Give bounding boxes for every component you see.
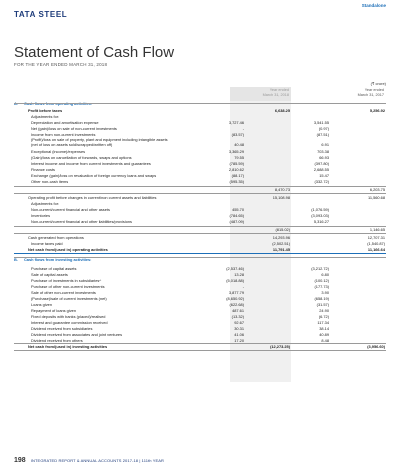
divider-rule [14, 193, 386, 194]
row-label: Adjustments for: [31, 201, 60, 206]
row-label: Purchase of capital assets [31, 266, 77, 271]
cell-c1: (785.59) [229, 161, 244, 166]
cell-c2: 6,638.25 [274, 108, 290, 113]
cell-c3: (87.51) [316, 132, 329, 137]
row-label: Non-current/current financial and other liabilities/provisions [31, 219, 132, 224]
cell-c1: (2,537.46) [226, 266, 244, 271]
row-label: Interest income and income from current investments and guarantees [31, 161, 151, 166]
cell-c3: 38.14 [319, 326, 329, 331]
row-label: Loans given [31, 302, 52, 307]
cell-c3: 3,541.55 [313, 120, 329, 125]
row-label: Dividend received from subsidiaries [31, 326, 93, 331]
cell-c2: 14,293.96 [272, 235, 290, 240]
row-label: Depreciation and amortisation expense [31, 120, 99, 125]
row-label: Purchase of investments in subsidiaries^ [31, 278, 102, 283]
divider-rule [14, 343, 386, 344]
row-label: Adjustments for: [31, 114, 60, 119]
cell-c3: (397.80) [314, 161, 329, 166]
cell-c3: 40.89 [319, 332, 329, 337]
section-tag[interactable]: Standalone [361, 3, 386, 8]
cell-c4: 5,256.92 [369, 108, 385, 113]
divider-rule [14, 186, 386, 187]
row-label: Cash flows from operating activities: [24, 101, 93, 106]
row-label: Non-current/current financial and other assets [31, 207, 110, 212]
cell-c3: 6.80 [321, 272, 329, 277]
row-label: Repayment of loans given [31, 308, 76, 313]
section-header-row [14, 101, 386, 107]
cell-c3: 15.47 [319, 173, 329, 178]
cell-c1: 455.70 [232, 207, 244, 212]
cell-c3: (100.12) [314, 278, 329, 283]
cell-c1: (622.68) [229, 302, 244, 307]
row-label: (Gain)/loss on cancellation of forwards, swaps and options [31, 155, 132, 160]
cell-c3: (658.19) [314, 296, 329, 301]
cell-c1: 30.31 [234, 326, 244, 331]
divider-rule [14, 103, 386, 104]
cell-c4: 12,707.31 [367, 235, 385, 240]
cell-c3: 6.91 [321, 142, 329, 147]
cell-c1: 2,810.62 [228, 167, 244, 172]
row-label: Sale of capital assets [31, 272, 68, 277]
brand-logo: TATA STEEL [14, 10, 68, 19]
cell-c1: - [242, 284, 244, 289]
table-row [14, 219, 386, 225]
cell-c2: (12,273.25) [270, 344, 290, 349]
cell-c3: 66.93 [319, 155, 329, 160]
row-label: Dividend received from associates and joint ventures [31, 332, 123, 337]
cell-c1: (595.35) [229, 179, 244, 184]
cell-c1: (8,650.92) [226, 296, 244, 301]
section-letter: A. [14, 101, 18, 106]
cell-c1: (13.32) [231, 314, 244, 319]
page-subtitle: FOR THE YEAR ENDED MARCH 31, 2018 [14, 62, 108, 67]
row-label: Operating profit before changes in current/non current assets and liabilities [28, 195, 157, 200]
cell-c3: (3,212.72) [311, 266, 329, 271]
page-title: Statement of Cash Flow [14, 44, 175, 61]
cell-c4: 11,166.64 [367, 247, 385, 252]
page-footer [14, 457, 164, 464]
cell-c2: 15,108.98 [272, 195, 290, 200]
previous-year-line1: Year ended [364, 88, 384, 92]
cell-c1: - [242, 126, 244, 131]
cell-c1: 79.55 [234, 155, 244, 160]
cell-c1: (5,018.88) [226, 278, 244, 283]
cell-c1: (487.09) [229, 219, 244, 224]
table-row [14, 138, 386, 148]
cell-c3: (6.72) [318, 314, 329, 319]
previous-year-line2: March 31, 2017 [357, 93, 384, 97]
divider-rule [14, 350, 386, 351]
row-label: Cash generated from operations [28, 235, 84, 240]
row-label: Net cash from/(used in) investing activities [28, 344, 108, 349]
row-label: Finance costs [31, 167, 56, 172]
current-year-line1: Year ended [269, 88, 289, 92]
row-label: Inventories [31, 213, 51, 218]
cell-c2: 8,470.73 [274, 187, 290, 192]
row-label: Purchase of other non-current investments [31, 284, 105, 289]
cell-c3: 8.48 [321, 338, 329, 343]
cell-c1: 3,877.79 [228, 290, 244, 295]
cell-c1: (88.17) [231, 173, 244, 178]
row-label: Profit before taxes [28, 108, 63, 113]
divider-rule [14, 233, 386, 234]
cell-c3: (31.57) [316, 302, 329, 307]
cell-c1: 17.20 [234, 338, 244, 343]
cell-c1: 41.06 [234, 332, 244, 337]
cell-c2: (815.02) [275, 227, 290, 232]
table-row [14, 179, 386, 185]
row-label: Sale of other non-current investments [31, 290, 96, 295]
cell-c1: 13.28 [234, 272, 244, 277]
row-label-line1: (Profit)/loss on sale of property, plant and equipment including intangible assets [31, 137, 168, 142]
cell-c3: 24.90 [319, 308, 329, 313]
cell-c2: 11,791.45 [272, 247, 290, 252]
row-label: Net cash from/(used in) operating activities [28, 247, 108, 252]
cell-c1: 3,727.46 [228, 120, 244, 125]
cell-c4: 11,560.68 [367, 195, 385, 200]
row-label: (Purchase)/sale of current investments (net) [31, 296, 107, 301]
row-label: Fixed deposits with banks (placed)/realised [31, 314, 106, 319]
cell-c3: (1,076.59) [311, 207, 329, 212]
cell-c3: 2,688.55 [313, 167, 329, 172]
divider-rule [14, 253, 386, 254]
cell-c3: (332.72) [314, 179, 329, 184]
cell-c1: (83.57) [231, 132, 244, 137]
row-label: Other non-cash items [31, 179, 69, 184]
row-label: Exchange (gain)/loss on revaluation of foreign currency loans and swaps [31, 173, 157, 178]
cell-c4: 6,203.75 [369, 187, 385, 192]
row-label [31, 138, 168, 147]
cell-c3: (177.73) [314, 284, 329, 289]
section-letter: B. [14, 257, 18, 262]
current-year-line2: March 31, 2018 [262, 93, 289, 97]
footer-text: INTEGRATED REPORT & ANNUAL ACCOUNTS 2017-18 | 111th YEAR [30, 458, 165, 463]
cell-c4: 1,146.65 [369, 227, 385, 232]
page-number: 198 [14, 457, 26, 464]
cell-c3: 3.90 [321, 290, 329, 295]
cell-c3: 117.34 [317, 320, 329, 325]
divider-rule [14, 257, 386, 258]
cell-c1: 40.48 [234, 142, 244, 147]
cell-c3: 703.38 [317, 149, 329, 154]
cell-c3: 5,316.27 [313, 219, 329, 224]
cell-c1: 3,365.29 [228, 149, 244, 154]
cell-c2: (2,502.51) [272, 241, 290, 246]
row-label-line2: (net of loss on assets sold/scrapped/written off) [31, 141, 113, 147]
row-label: Exceptional (income)/expenses [31, 149, 86, 154]
row-label: Net (gain)/loss on sale of non-current investments [31, 126, 117, 131]
currency-note: (₹ crore) [370, 81, 386, 86]
divider-rule [14, 226, 386, 227]
cell-c1: 487.61 [232, 308, 244, 313]
row-label: Dividend received from others [31, 338, 83, 343]
cell-c3: (3,093.03) [311, 213, 329, 218]
row-label: Cash flows from investing activities: [24, 257, 92, 262]
cell-c1: 92.67 [234, 320, 244, 325]
cell-c4: (3,956.60) [367, 344, 385, 349]
row-label: Interest and guarantee commission received [31, 320, 108, 325]
row-label: Income taxes paid [31, 241, 63, 246]
previous-year-header [293, 87, 386, 101]
row-label: Income from non-current investments [31, 132, 96, 137]
cell-c1: (784.65) [229, 213, 244, 218]
current-year-header [230, 87, 291, 101]
cell-c3: (0.97) [318, 126, 329, 131]
cell-c4: (1,540.87) [367, 241, 385, 246]
